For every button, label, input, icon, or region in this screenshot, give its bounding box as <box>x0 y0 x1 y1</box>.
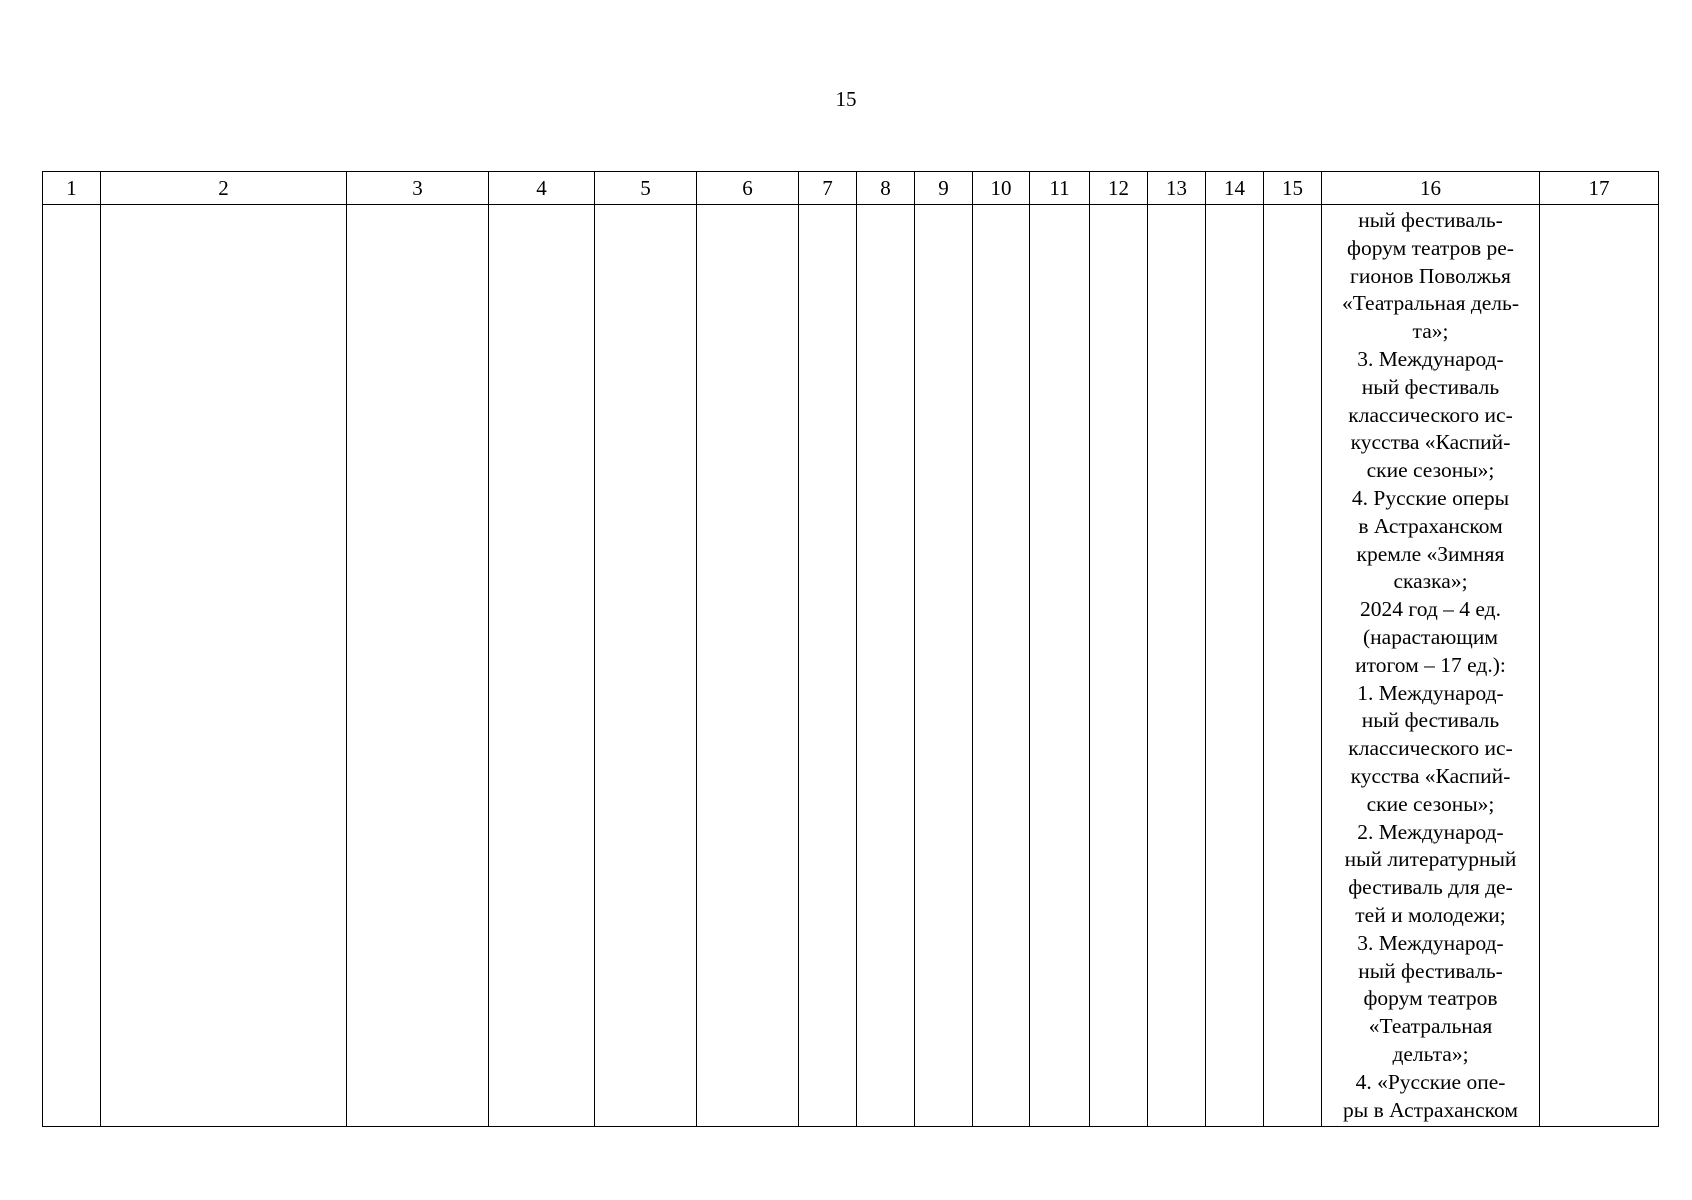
cell-text-line: 4. «Русские опе- <box>1355 1069 1506 1094</box>
table-cell-col-16 <box>1322 205 1540 1127</box>
data-table <box>42 171 1659 1127</box>
cell-text-line: (нарастающим <box>1363 624 1498 649</box>
table-cell-col-6 <box>697 205 799 1127</box>
column-header-15: 15 <box>1264 172 1322 205</box>
cell-text-line: «Театральная дель- <box>1341 291 1520 316</box>
column-header-2: 2 <box>101 172 347 205</box>
cell-text-line: гионов Поволжья <box>1350 263 1511 288</box>
column-header-7: 7 <box>799 172 857 205</box>
header-row <box>43 172 1659 205</box>
table-cell-col-7 <box>799 205 857 1127</box>
cell-text-line: ный фестиваль <box>1361 374 1500 399</box>
table-row <box>43 205 1659 1127</box>
table-cell-col-3 <box>347 205 489 1127</box>
column-header-14: 14 <box>1206 172 1264 205</box>
cell-text-line: дельта»; <box>1392 1041 1469 1066</box>
table-cell-col-1 <box>43 205 101 1127</box>
column-header-16: 16 <box>1322 172 1540 205</box>
cell-text-line: сказка»; <box>1393 569 1468 594</box>
cell-text-line: в Астраханском <box>1358 513 1503 538</box>
cell-text-line: 2. Международ- <box>1357 819 1504 844</box>
cell-text-line: 2024 год – 4 ед. <box>1360 597 1501 622</box>
column-header-10: 10 <box>973 172 1030 205</box>
column-header-3: 3 <box>347 172 489 205</box>
table-cell-col-17 <box>1540 205 1659 1127</box>
column-header-13: 13 <box>1148 172 1206 205</box>
column-header-8: 8 <box>857 172 915 205</box>
table-cell-col-9 <box>915 205 973 1127</box>
table-cell-col-4 <box>489 205 595 1127</box>
cell-text-line: ры в Астраханском <box>1343 1097 1518 1122</box>
cell-text-line: ские сезоны»; <box>1366 791 1495 816</box>
cell-text-line: 3. Международ- <box>1357 930 1504 955</box>
cell-text-line: кремле «Зимняя <box>1356 541 1505 566</box>
column-header-6: 6 <box>697 172 799 205</box>
cell-text-line: кусства «Каспий- <box>1350 430 1511 455</box>
column-header-4: 4 <box>489 172 595 205</box>
cell-text-line: ный литературный <box>1344 847 1517 872</box>
cell-text-column-16 <box>1322 205 1539 1124</box>
table-cell-col-2 <box>101 205 347 1127</box>
cell-text-line: та»; <box>1412 319 1449 344</box>
cell-text-line: ские сезоны»; <box>1366 458 1495 483</box>
table-cell-col-13 <box>1148 205 1206 1127</box>
cell-text-line: классического ис- <box>1348 402 1513 427</box>
cell-text-line: ный фестиваль <box>1361 708 1500 733</box>
table-cell-col-12 <box>1090 205 1148 1127</box>
table-cell-col-10 <box>973 205 1030 1127</box>
table-cell-col-8 <box>857 205 915 1127</box>
table-cell-col-14 <box>1206 205 1264 1127</box>
table-cell-col-5 <box>595 205 697 1127</box>
column-header-5: 5 <box>595 172 697 205</box>
cell-text-line: ный фестиваль- <box>1358 958 1503 983</box>
page-number: 15 <box>835 87 857 111</box>
cell-text-line: 3. Международ- <box>1357 346 1504 371</box>
cell-text-line: кусства «Каспий- <box>1350 763 1511 788</box>
cell-text-line: «Театральная <box>1368 1014 1493 1039</box>
cell-text-line: итогом – 17 ед.): <box>1355 652 1506 677</box>
table-cell-col-15 <box>1264 205 1322 1127</box>
cell-text-line: 1. Международ- <box>1357 680 1504 705</box>
column-header-12: 12 <box>1090 172 1148 205</box>
table-cell-col-11 <box>1030 205 1090 1127</box>
cell-text-line: форум театров ре- <box>1347 235 1514 260</box>
column-header-11: 11 <box>1030 172 1090 205</box>
cell-text-line: тей и молодежи; <box>1355 902 1506 927</box>
column-header-1: 1 <box>43 172 101 205</box>
cell-text-line: ный фестиваль- <box>1358 208 1503 232</box>
cell-text-line: фестиваль для де- <box>1348 875 1513 900</box>
cell-text-line: 4. Русские оперы <box>1351 485 1510 510</box>
column-header-9: 9 <box>915 172 973 205</box>
column-header-17: 17 <box>1540 172 1659 205</box>
cell-text-line: классического ис- <box>1348 736 1513 761</box>
cell-text-line: форум театров <box>1363 986 1498 1011</box>
